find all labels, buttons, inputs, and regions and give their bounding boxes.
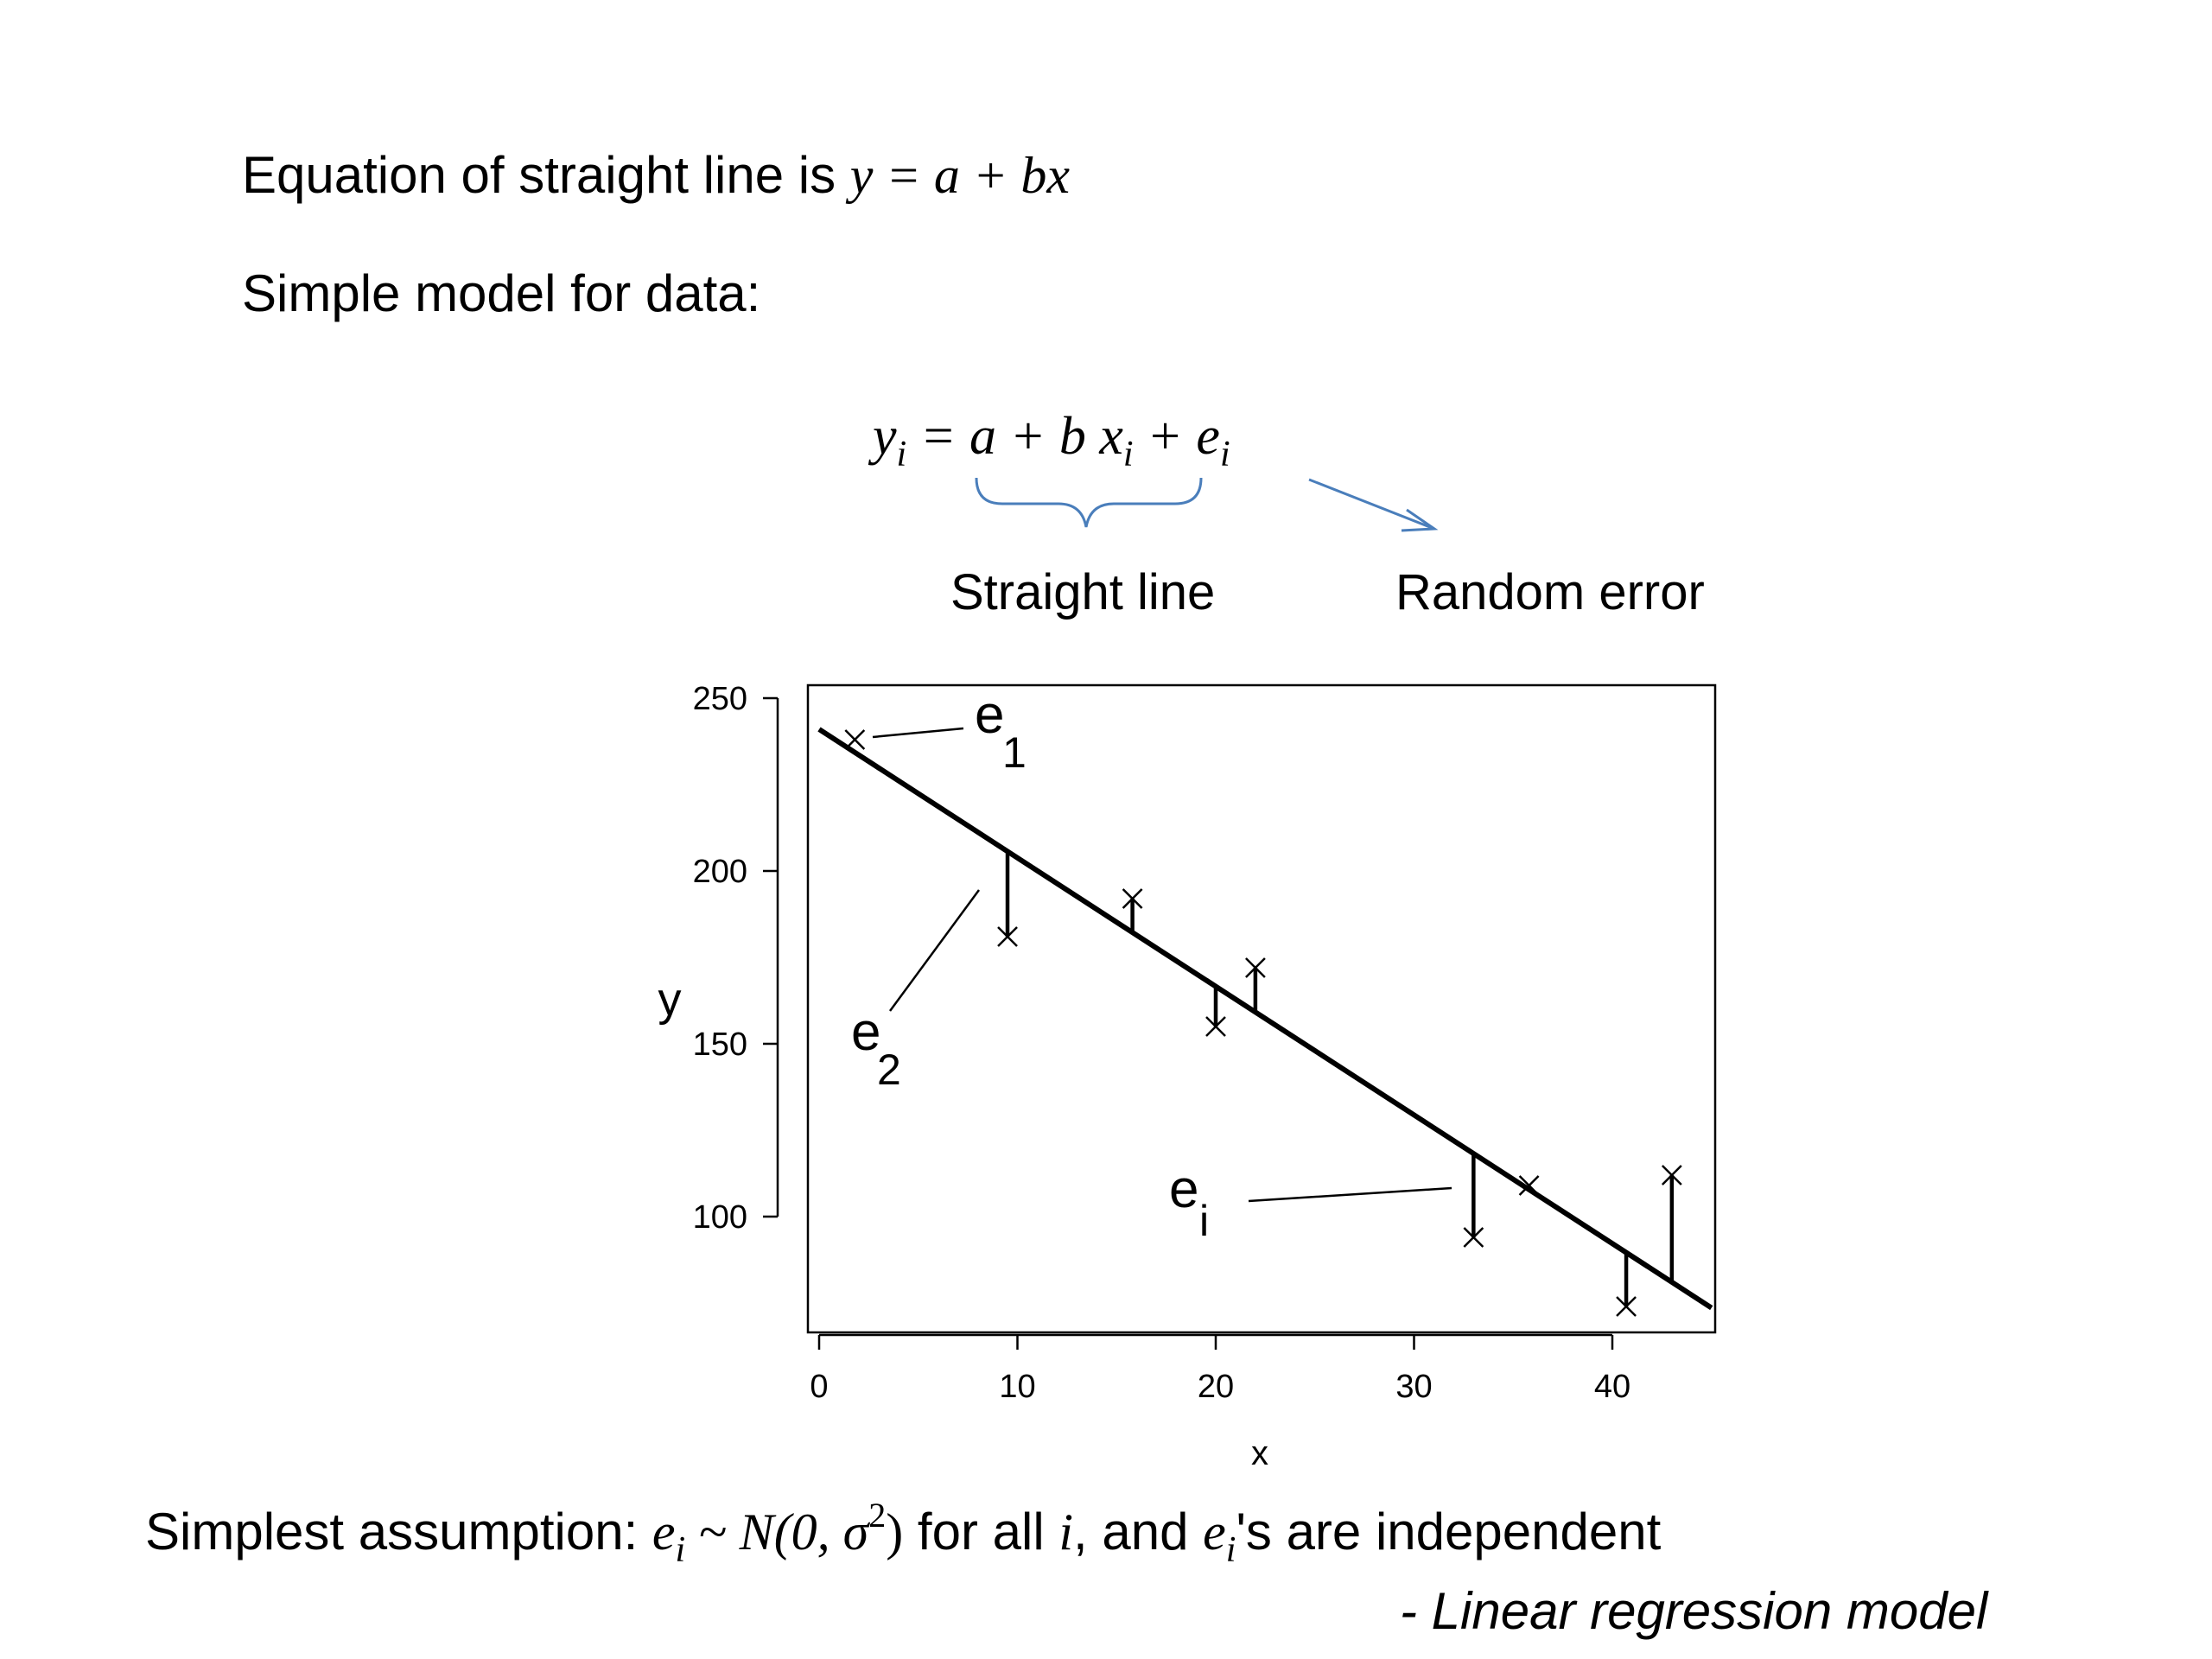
e1-label: e [975,685,1005,745]
data-points [845,730,1681,1316]
x-tick-label-20: 20 [1197,1369,1235,1405]
assumption-and: , and [1073,1503,1204,1560]
fit-line [819,729,1712,1308]
assumption-text [145,1495,1661,1571]
residuals [1007,851,1672,1306]
eq-e-sub: i [1219,435,1230,474]
residual-annotations [851,685,1452,1245]
y-tick-label-150: 150 [692,1027,747,1063]
random-error-label: Random error [1395,564,1705,620]
x-tick-label-30: 30 [1395,1369,1433,1405]
plot-frame [808,685,1715,1332]
y-axis-label: y [658,974,682,1026]
x-axis-label: x [1251,1434,1268,1472]
line-equation-math: y = a + bx [849,147,1070,204]
eq-linear: = a + b x [906,407,1123,466]
assumption-e: e [652,1503,676,1560]
simple-model-heading: Simple model for data: [242,264,761,322]
assumption-e2: e [1203,1503,1226,1560]
fit-line-group [819,729,1712,1308]
e2-pointer [890,890,979,1011]
ei-label: e [1169,1160,1199,1219]
e2-label: e [851,1002,881,1062]
eq-y-sub: i [896,435,907,474]
tick-labels [693,681,1631,1405]
eq-x-sub: i [1122,435,1134,474]
e1-pointer [873,728,963,737]
e2-subscript: 2 [877,1046,901,1094]
assumption-i: i [1058,1503,1073,1560]
straight-line-label: Straight line [950,564,1216,620]
model-tagline: - Linear regression model [1400,1582,1988,1640]
assumption-prefix: Simplest assumption: [145,1503,652,1560]
assumption-suffix: 's are independent [1236,1503,1662,1560]
assumption-for-all: for all [903,1503,1059,1560]
assumption-e2-sub: i [1225,1530,1236,1570]
x-tick-label-40: 40 [1593,1369,1631,1405]
y-tick-label-200: 200 [692,854,747,890]
assumption-close: ) [886,1503,904,1560]
eq-error: + e [1133,407,1220,466]
data-point-0 [845,730,864,749]
assumption-distribution: ~ N(0, σ [685,1503,869,1560]
x-tick-label-10: 10 [999,1369,1036,1405]
eq-y: y [873,407,897,466]
e1-subscript: 1 [1002,728,1027,777]
assumption-sigma-power: 2 [868,1496,887,1535]
assumption-e-sub: i [675,1530,686,1570]
y-tick-label-250: 250 [692,681,747,717]
line-equation-prefix: Equation of straight line is [242,146,850,204]
ei-subscript: i [1199,1197,1210,1245]
ei-pointer [1249,1188,1452,1201]
x-tick-label-0: 0 [810,1369,829,1405]
y-tick-label-100: 100 [692,1199,747,1236]
